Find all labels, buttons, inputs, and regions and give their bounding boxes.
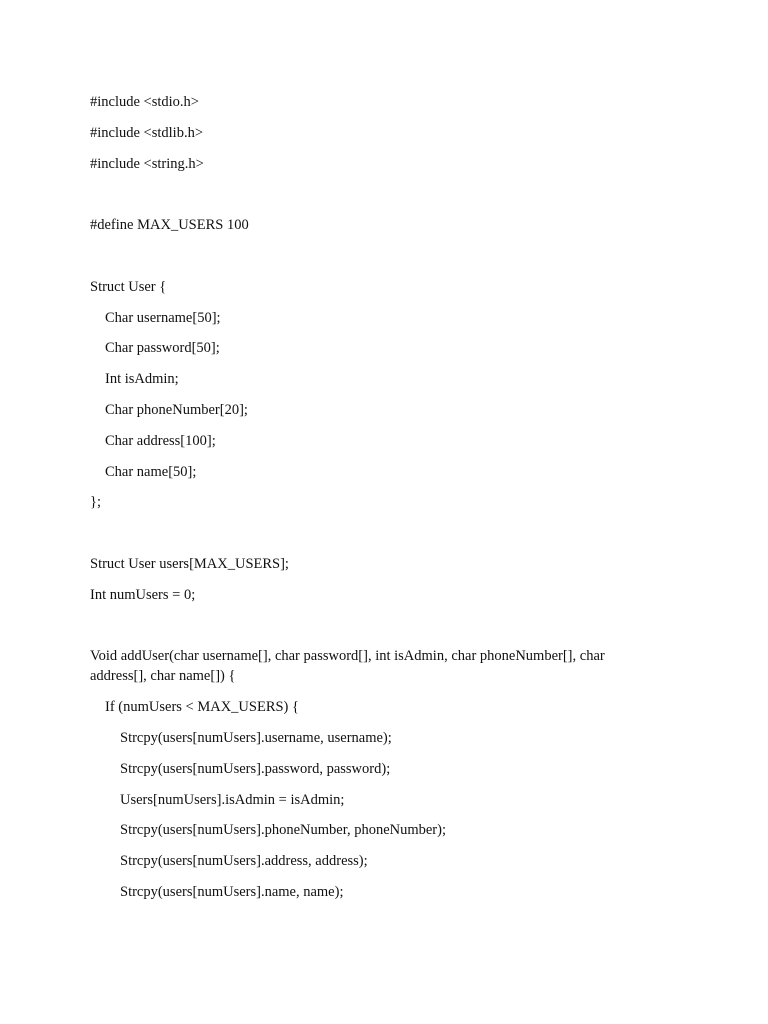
- code-line: Char address[100];: [105, 432, 216, 449]
- blank-line: [90, 184, 650, 204]
- code-line: Strcpy(users[numUsers].phoneNumber, phoneNumber);: [120, 822, 446, 839]
- code-line: Strcpy(users[numUsers].password, password);: [120, 760, 391, 777]
- code-line: #include <stdio.h>: [90, 94, 199, 110]
- code-line: Int numUsers = 0;: [90, 586, 196, 603]
- code-line: #include <string.h>: [90, 155, 204, 172]
- blank-line: [90, 246, 650, 266]
- code-line: Char phoneNumber[20];: [105, 401, 248, 418]
- code-line: Strcpy(users[numUsers].username, username);: [120, 729, 392, 746]
- code-line: Struct User users[MAX_USERS];: [90, 555, 289, 572]
- code-line: #define MAX_USERS 100: [90, 217, 249, 234]
- code-line: };: [90, 494, 101, 511]
- code-line: Struct User {: [90, 278, 167, 295]
- code-line: Char name[50];: [105, 463, 197, 480]
- code-line: #include <stdlib.h>: [90, 124, 204, 141]
- code-line: Int isAdmin;: [105, 371, 179, 388]
- blank-line: [90, 616, 650, 636]
- code-line: Char username[50];: [105, 309, 221, 326]
- code-line: Void addUser(char username[], char password[], int isAdmin, char phoneNumber[], char address[], char name[]) {: [90, 648, 609, 685]
- code-line: Char password[50];: [105, 340, 220, 357]
- code-listing: [90, 92, 650, 913]
- code-line: If (numUsers < MAX_USERS) {: [105, 699, 299, 716]
- code-line: Strcpy(users[numUsers].name, name);: [120, 883, 344, 900]
- code-line: Strcpy(users[numUsers].address, address);: [120, 853, 368, 870]
- blank-line: [90, 523, 650, 543]
- code-line: Users[numUsers].isAdmin = isAdmin;: [120, 791, 345, 808]
